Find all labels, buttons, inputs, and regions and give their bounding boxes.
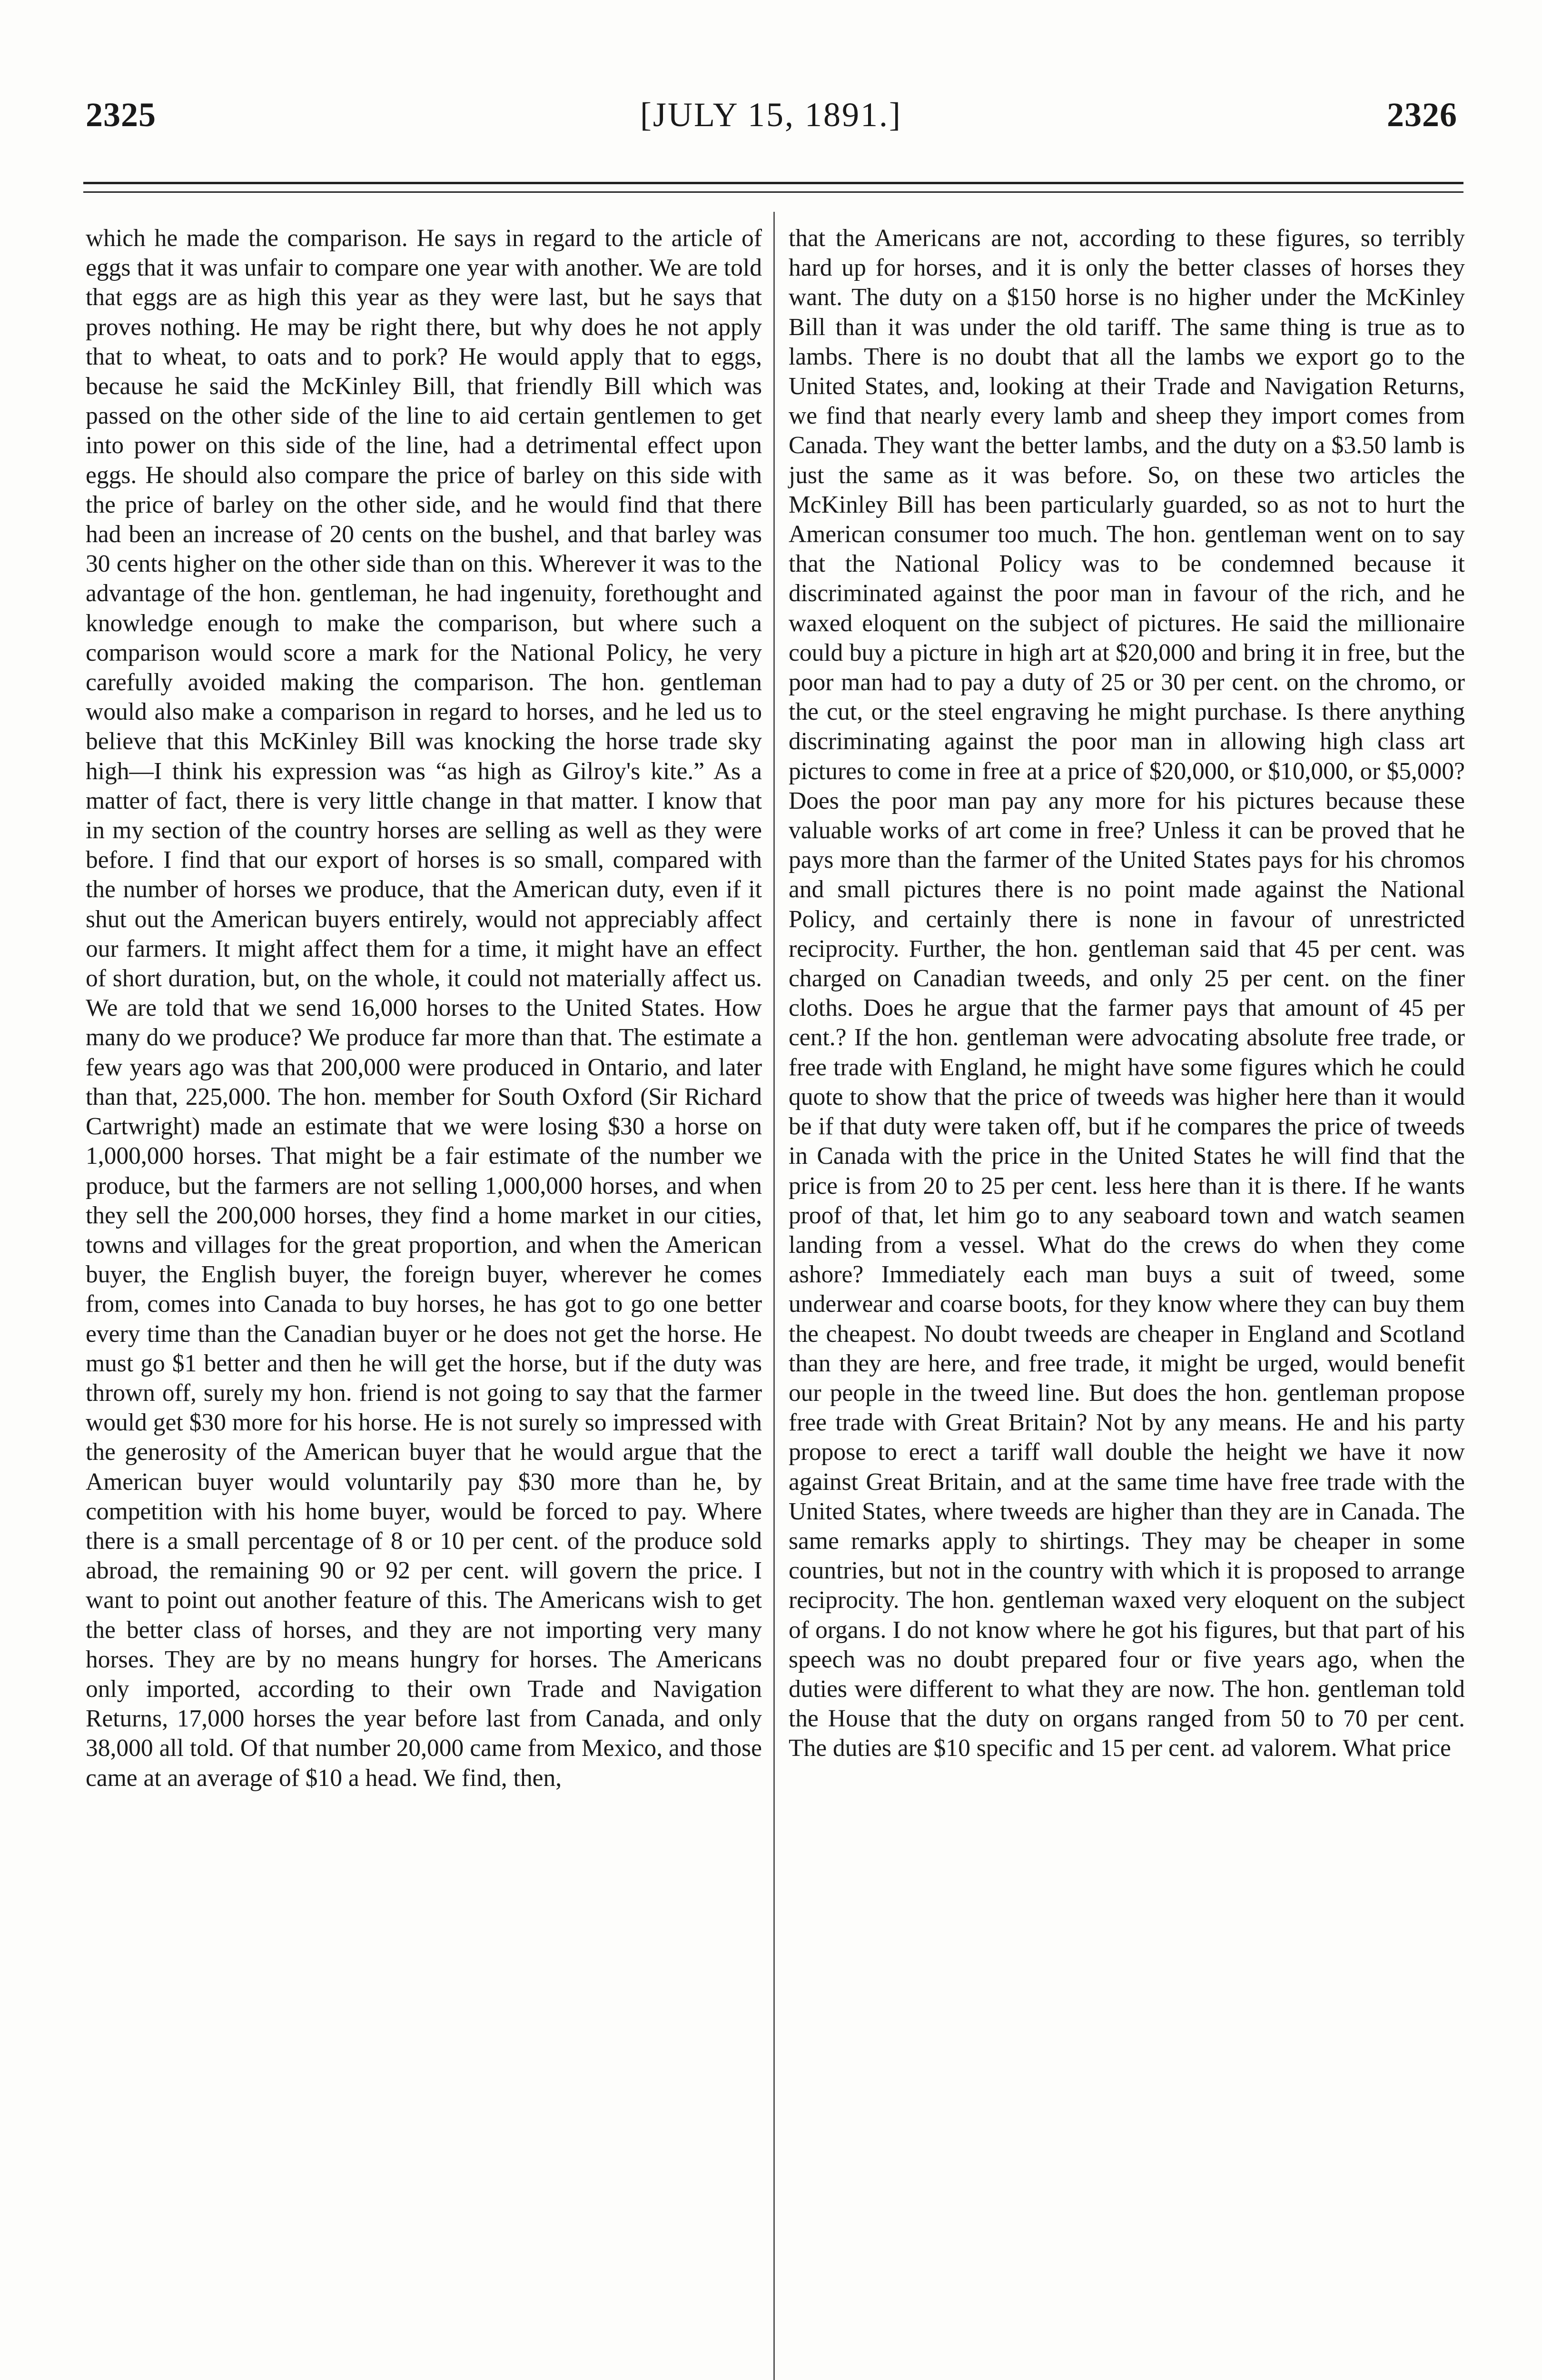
header-rule-top [83, 182, 1463, 184]
header-rule-bottom [83, 191, 1463, 193]
left-column-text: which he made the comparison. He says in regard to the article of eggs that it was unfair to compare one year with another. We are told that eggs are as high this year as they were last, but he says that proves nothing. He may be right there, but why does he not apply that to wheat, to oats and to pork? He would apply that to eggs, because he said the McKinley Bill, that friendly Bill which was passed on the other side of the line to aid certain gentlemen to get into power on this side of the line, had a detrimental effect upon eggs. He should also compare the price of barley on this side with the price of barley on the other side, and he would find that there had been an increase of 20 cents on the bushel, and that barley was 30 cents higher on the other side than on this. Wherever it was to the advantage of the hon. gentleman, he had ingenuity, forethought and knowledge enough to make the comparison, but where such a comparison would score a mark for the National Policy, he very carefully avoided making the comparison. The hon. gentleman would also make a comparison in regard to horses, and he led us to believe that this McKinley Bill was knocking the horse trade sky high—I think his expression was “as high as Gilroy's kite.” As a matter of fact, there is very little change in that matter. I know that in my section of the country horses are selling as well as they were before. I find that our export of horses is so small, compared with the number of horses we produce, that the American duty, even if it shut out the American buyers entirely, would not appreciably affect our farmers. It might affect them for a time, it might have an effect of short duration, but, on the whole, it could not materially affect us. We are told that we send 16,000 horses to the United States. How many do we produce? We produce far more than that. The estimate a few years ago was that 200,000 were produced in Ontario, and later than that, 225,000. The hon. member for South Oxford (Sir Richard Cartwright) made an estimate that we were losing $30 a horse on 1,000,000 horses. That might be a fair estimate of the number we produce, but the farmers are not selling 1,000,000 horses, and when they sell the 200,000 horses, they find a home market in our cities, towns and villages for the great proportion, and when the American buyer, the English buyer, the foreign buyer, wherever he comes from, comes into Canada to buy horses, he has got to go one better every time than the Canadian buyer or he does not get the horse. He must go $1 better and then he will get the horse, but if the duty was thrown off, surely my hon. friend is not going to say that the farmer would get $30 more for his horse. He is not surely so impressed with the generosity of the American buyer that he would argue that the American buyer would voluntarily pay $30 more than he, by competition with his home buyer, would be forced to pay. Where there is a small percentage of 8 or 10 per cent. of the produce sold abroad, the remaining 90 or 92 per cent. will govern the price. I want to point out another feature of this. The Americans wish to get the better class of horses, and they are not importing very many horses. They are by no means hungry for horses. The Americans only imported, according to their own Trade and Navigation Returns, 17,000 horses the year before last from Canada, and only 38,000 all told. Of that number 20,000 came from Mexico, and those came at an average of $10 a head. We find, then, [86, 225, 762, 1792]
page-number-left: 2325 [86, 96, 156, 134]
column-divider [773, 212, 775, 2380]
page-number-right: 2326 [1387, 96, 1457, 134]
page-date: [JULY 15, 1891.] [640, 96, 902, 134]
right-column [782, 224, 1465, 2380]
right-column-text: that the Americans are not, according to these figures, so terribly hard up for horses, and it is only the better classes of horses they want. The duty on a $150 horse is no higher under the McKinley Bill than it was under the old tariff. The same thing is true as to lambs. There is no doubt that all the lambs we export go to the United States, and, looking at their Trade and Navigation Returns, we find that nearly every lamb and sheep they import comes from Canada. They want the better lambs, and the duty on a $3.50 lamb is just the same as it was before. So, on these two articles the McKinley Bill has been particularly guarded, so as not to hurt the American consumer too much. The hon. gentleman went on to say that the National Policy was to be condemned because it discriminated against the poor man in favour of the rich, and he waxed eloquent on the subject of pictures. He said the millionaire could buy a picture in high art at $20,000 and bring it in free, but the poor man had to pay a duty of 25 or 30 per cent. on the chromo, or the cut, or the steel engraving he might purchase. Is there anything discriminating against the poor man in allowing high class art pictures to come in free at a price of $20,000, or $10,000, or $5,000? Does the poor man pay any more for his pictures because these valuable works of art come in free? Unless it can be proved that he pays more than the farmer of the United States pays for his chromos and small pictures there is no point made against the National Policy, and certainly there is none in favour of unrestricted reciprocity. Further, the hon. gentleman said that 45 per cent. was charged on Canadian tweeds, and only 25 per cent. on the finer cloths. Does he argue that the farmer pays that amount of 45 per cent.? If the hon. gentleman were advocating absolute free trade, or free trade with England, he might have some figures which he could quote to show that the price of tweeds was higher here than it would be if that duty were taken off, but if he compares the price of tweeds in Canada with the price in the United States he will find that the price is from 20 to 25 per cent. less here than it is there. If he wants proof of that, let him go to any seaboard town and watch seamen landing from a vessel. What do the crews do when they come ashore? Immediately each man buys a suit of tweed, some underwear and coarse boots, for they know where they can buy them the cheapest. No doubt tweeds are cheaper in England and Scotland than they are here, and free trade, it might be urged, would benefit our people in the tweed line. But does the hon. gentleman propose free trade with Great Britain? Not by any means. He and his party propose to erect a tariff wall double the height we have it now against Great Britain, and at the same time have free trade with the United States, where tweeds are higher than they are in Canada. The same remarks apply to shirtings. They may be cheaper in some countries, but not in the country with which it is proposed to arrange reciprocity. The hon. gentleman waxed very eloquent on the subject of organs. I do not know where he got his figures, but that part of his speech was no doubt prepared four or five years ago, when the duties were different to what they are now. The hon. gentleman told the House that the duty on organs ranged from 50 to 70 per cent. The duties are $10 specific and 15 per cent. ad valorem. What price [789, 225, 1465, 1762]
left-column [86, 224, 769, 2380]
